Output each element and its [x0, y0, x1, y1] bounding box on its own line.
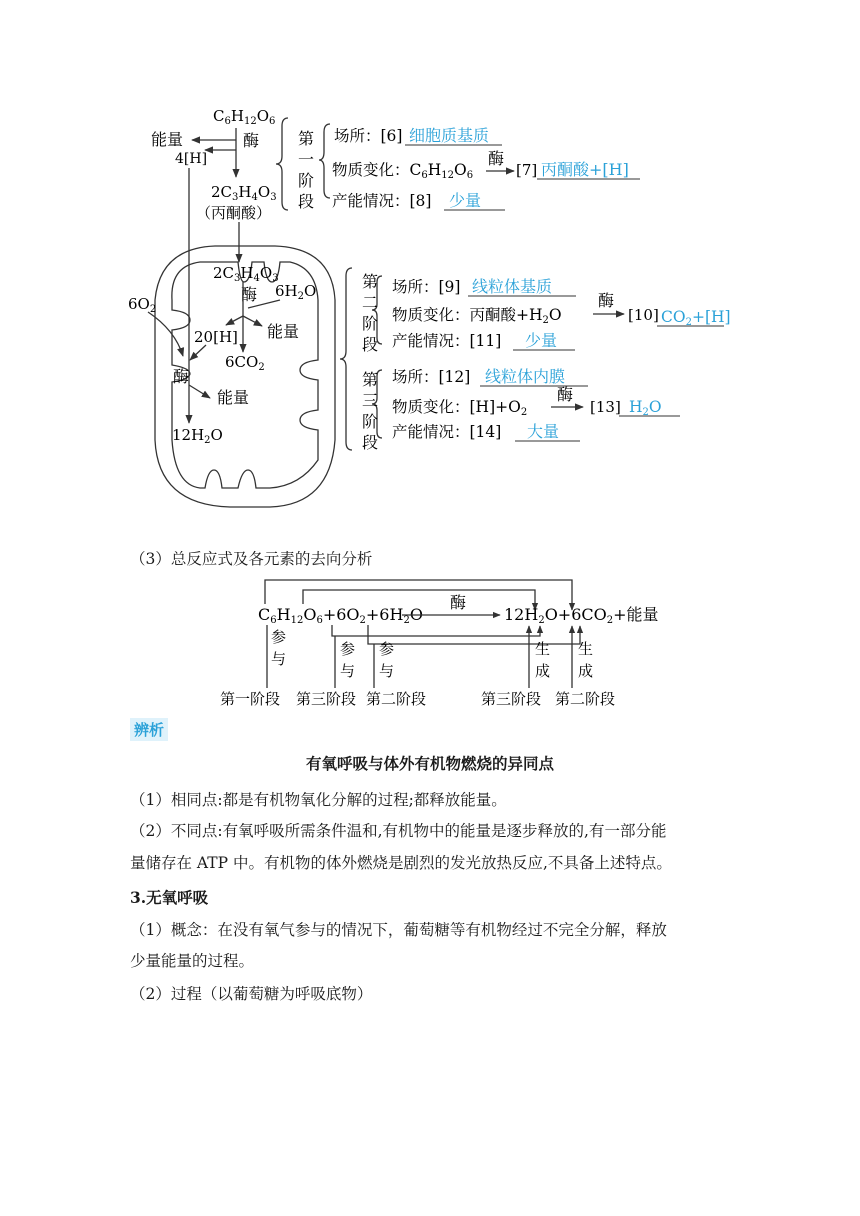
- s2-change-num: [10]: [628, 306, 659, 324]
- stage2-char2: 二: [362, 293, 379, 312]
- stage-label-4: 第三阶段: [481, 690, 542, 708]
- mito-co2: $6CO_2$: [225, 353, 265, 373]
- stage-label-5: 第二阶段: [555, 690, 616, 708]
- stage2-char3: 阶: [362, 314, 379, 333]
- energy-label: 能量: [151, 130, 184, 149]
- stage1-char2: 一: [298, 150, 315, 169]
- o2-label: $6O_2$: [128, 295, 157, 315]
- canyu-3b: 与: [379, 662, 395, 680]
- s1-change-enzyme: 酶: [488, 149, 505, 168]
- stage2-char4: 段: [362, 335, 379, 354]
- shengcheng-2: 生: [578, 640, 594, 658]
- aerobic-respiration-diagram: [0, 0, 860, 520]
- enzyme-label: 酶: [243, 131, 260, 150]
- s3-place-ans: 线粒体内膜: [485, 367, 566, 386]
- mito-to-energy2: [189, 385, 210, 398]
- para-similarity: （1）相同点:都是有机物氧化分解的过程;都释放能量。: [130, 791, 507, 809]
- s1-change-num: [7]: [516, 161, 538, 179]
- brace-stage1: [276, 118, 288, 210]
- mito-enzyme: 酶: [241, 285, 258, 304]
- stage3-char2: 三: [362, 391, 379, 410]
- para-difference-line1: （2）不同点:有氧呼吸所需条件温和,有机物中的能量是逐步释放的,有一部分能: [130, 822, 667, 840]
- shengcheng-1b: 成: [535, 662, 551, 680]
- s3-energy-ans: 大量: [527, 422, 560, 441]
- equation-right: 12H2O+6CO2+能量: [504, 605, 659, 626]
- canyu-2b: 与: [340, 662, 356, 680]
- stage3-char3: 阶: [362, 412, 379, 431]
- s3-change-ans: H2O: [629, 398, 662, 418]
- stage1-char3: 阶: [298, 171, 315, 190]
- pyruvate2-label: $2C_3H_4O_3$: [211, 183, 277, 203]
- pyruvate-cn-label: （丙酮酸）: [196, 204, 272, 222]
- s1-place-ans: 细胞质基质: [409, 126, 490, 145]
- brace-stage1-inner: [319, 124, 330, 198]
- stage-label-3: 第二阶段: [366, 690, 427, 708]
- s2-change-ans: CO2+[H]: [661, 308, 731, 328]
- canyu-3: 参: [379, 640, 395, 658]
- canyu-1: 参: [271, 628, 287, 646]
- mito-to-energy: [243, 316, 262, 326]
- s2-place: 场所：[9]: [392, 278, 461, 296]
- section3-heading: （3）总反应式及各元素的去向分析: [130, 550, 373, 568]
- s2-change: 物质变化：丙酮酸+H2O: [392, 306, 562, 326]
- brace-outer: [340, 268, 352, 450]
- stage3-char4: 段: [362, 433, 379, 452]
- canyu-1b: 与: [271, 650, 287, 668]
- s1-energy: 产能情况：[8]: [332, 192, 432, 210]
- h4-label: 4[H]: [175, 151, 208, 167]
- mito-to-h20: [226, 316, 243, 325]
- para-concept-line2: 少量能量的过程。: [130, 952, 255, 970]
- s3-change-num: [13]: [590, 398, 621, 416]
- shengcheng-1: 生: [535, 640, 551, 658]
- mito-energy2: 能量: [217, 388, 250, 407]
- s3-energy: 产能情况：[14]: [392, 423, 502, 441]
- s2-energy-ans: 少量: [525, 331, 558, 350]
- total-reaction-diagram: [0, 570, 860, 715]
- s3-change: 物质变化：[H]+O2: [392, 398, 528, 418]
- para-process: （2）过程（以葡萄糖为呼吸底物）: [130, 985, 373, 1003]
- s1-energy-ans: 少量: [449, 191, 482, 210]
- s1-place: 场所：[6]: [334, 127, 403, 145]
- stage1-char1: 第: [298, 129, 315, 148]
- mito-h2o12: $12H_2O$: [172, 426, 223, 446]
- s3-place: 场所：[12]: [392, 368, 471, 386]
- line-o2-bracket: [332, 625, 540, 636]
- s2-change-enzyme: 酶: [598, 291, 615, 310]
- o2-arrow: [148, 312, 183, 356]
- heading-anaerobic: 3.无氧呼吸: [130, 888, 209, 907]
- stage2-char1: 第: [362, 272, 379, 291]
- equation-left: C6H12O6+6O2+6H2O: [258, 605, 423, 626]
- stage-label-1: 第一阶段: [220, 690, 281, 708]
- stage3-char1: 第: [362, 370, 379, 389]
- mito-h20: 20[H]: [194, 328, 238, 346]
- mito-enzyme2: 酶: [173, 367, 190, 386]
- para-difference-line2: 量储存在 ATP 中。有机物的体外燃烧是剧烈的发光放热反应,不具备上述特点。: [130, 854, 672, 872]
- equation-enzyme: 酶: [450, 593, 467, 612]
- shengcheng-2b: 成: [578, 662, 594, 680]
- mito-energy: 能量: [267, 322, 300, 341]
- analysis-tag: 辨析: [130, 718, 168, 741]
- glucose-label: $C_6H_{12}O_6$: [213, 107, 276, 127]
- s2-energy: 产能情况：[11]: [392, 332, 502, 350]
- s1-change-ans: 丙酮酸+[H]: [541, 160, 629, 179]
- stage-label-2: 第三阶段: [296, 690, 357, 708]
- section-title: 有氧呼吸与体外有机物燃烧的异同点: [305, 754, 554, 773]
- canyu-2: 参: [340, 640, 356, 658]
- mito-pyruvate: $2C_3H_4O_3$: [213, 264, 279, 284]
- s3-change-enzyme: 酶: [557, 385, 574, 404]
- mito-water: $6H_2O$: [275, 282, 317, 302]
- s2-place-ans: 线粒体基质: [472, 277, 553, 296]
- stage1-char4: 段: [298, 192, 315, 211]
- para-concept-line1: （1）概念：在没有氧气参与的情况下，葡萄糖等有机物经过不完全分解，释放: [130, 921, 667, 939]
- s1-change: 物质变化：C6H12O6: [332, 161, 474, 181]
- mito-h20-arrow: [190, 345, 206, 360]
